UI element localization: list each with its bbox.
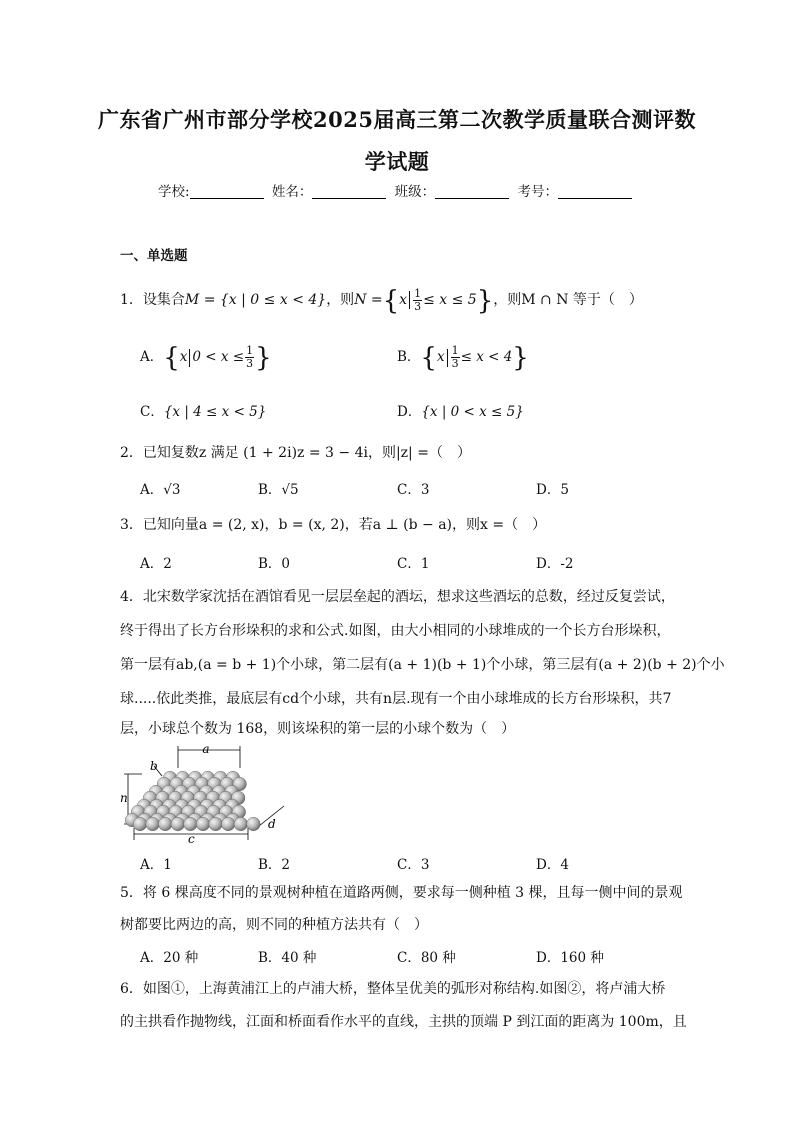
class-label: 班级： [394,184,436,200]
school-label: 学校: [158,184,190,200]
q4-option-d[interactable]: D．4 [536,857,569,873]
ball-stack-figure [120,744,295,844]
q1-option-d[interactable]: D．{x | 0 < x ≤ 5} [397,404,524,420]
question-4-line-2: 终于得出了长方台形垛积的求和公式.如图，由大小相同的小球堆成的一个长方台形垛积， [120,623,671,639]
q3-option-a[interactable]: A．2 [140,556,172,572]
q5-option-c[interactable]: C．80 种 [397,950,456,966]
q4-option-c[interactable]: C．3 [397,857,430,873]
figure-label-c: c [188,832,195,844]
q1-lead: 1．设集合 [120,292,185,308]
class-field[interactable] [435,186,509,199]
question-4-line-3: 第一层有ab,(a = b + 1)个小球，第二层有(a + 1)(b + 1)个小球，第三层有(a + 2)(b + 2)个小 [120,657,725,673]
q4-option-b[interactable]: B．2 [258,857,291,873]
q4-option-a[interactable]: A．1 [140,857,172,873]
figure-label-a: a [202,744,210,756]
question-6-line-2: 的主拱看作抛物线，江面和桥面看作水平的直线，主拱的顶端 P 到江面的距离为 100m，且 [120,1014,687,1030]
stack-ball [196,817,210,831]
q1-option-a[interactable]: A．{x 0 < x ≤ $\frac{1}{3}$ } [140,343,272,373]
figure-label-b: b [150,759,158,773]
section-heading: 一、单选题 [120,248,188,264]
question-1: 1．设集合M = {x | 0 ≤ x < 4}，则N ={x $\frac{1}{3}$ ≤ x ≤ 5}，则M ∩ N 等于（ ） [120,286,643,316]
question-4-line-5: 层，小球总个数为 168，则该垛积的第一层的小球个数为（ ） [120,721,516,737]
question-5-line-1: 5．将 6 棵高度不同的景观树种植在道路两侧，要求每一侧种植 3 棵，且每一侧中间的景观 [120,885,683,901]
id-label: 考号： [517,184,558,200]
question-4-line-1: 4．北宋数学家沈括在酒馆看见一层层垒起的酒坛，想求这些酒坛的总数，经过反复尝试， [120,589,675,605]
id-field[interactable] [558,186,632,199]
question-2: 2．已知复数z 满足 (1 + 2i)z = 3 − 4i，则|z| =（ ） [120,445,471,461]
stack-ball [184,817,198,831]
q1-mid: ，则 [326,292,355,308]
stack-ball [158,817,172,831]
q1-N-fraction: $\frac{1}{3}$ [414,286,422,313]
question-6-line-1: 6．如图①，上海黄浦江上的卢浦大桥，整体呈优美的弧形对称结构.如图②，将卢浦大桥 [120,981,666,997]
question-5-line-2: 树都要比两边的高，则不同的种植方法共有（ ） [120,917,428,933]
figure-label-d: d [268,817,276,831]
stack-ball [133,817,147,831]
exam-title-line1: 广东省广州市部分学校2025届高三第二次教学质量联合测评数 [98,107,696,132]
exam-title-line2: 学试题 [364,149,430,174]
q1-option-b[interactable]: B．{x $\frac{1}{3}$ ≤ x < 4} [397,343,529,373]
q3-option-d[interactable]: D．-2 [536,556,574,572]
name-label: 姓名： [271,184,313,200]
q1-set-N-label: N = [354,292,383,308]
stack-ball [209,817,223,831]
q1-option-c[interactable]: C．{x | 4 ≤ x < 5} [140,404,267,420]
stack-ball [247,817,261,831]
stack-ball [171,817,185,831]
name-field[interactable] [312,186,386,199]
q2-option-c[interactable]: C．3 [397,482,430,498]
q2-option-b[interactable]: B．√5 [258,482,299,498]
question-3: 3．已知向量a = (2, x)，b = (x, 2)，若a ⊥ (b − a)，则x =（ ） [120,517,547,533]
student-info-row [0,180,794,200]
stack-ball [221,817,235,831]
figure-label-n: n [120,791,128,805]
q1-set-M: M = {x | 0 ≤ x < 4} [184,292,327,308]
q3-option-b[interactable]: B．0 [258,556,291,572]
q1-tail: ，则M ∩ N 等于（ ） [493,292,643,308]
q5-option-d[interactable]: D．160 种 [536,950,604,966]
q2-option-d[interactable]: D．5 [536,482,569,498]
q3-option-c[interactable]: C．1 [397,556,430,572]
q5-option-b[interactable]: B．40 种 [258,950,317,966]
q2-option-a[interactable]: A．√3 [140,482,181,498]
stack-ball [146,817,160,831]
q5-option-a[interactable]: A．20 种 [140,950,199,966]
question-4-line-4: 球.....依此类推，最底层有cd个小球，共有n层.现有一个由小球堆成的长方台形垛积，共7 [120,691,672,707]
school-field[interactable] [190,186,264,199]
stack-ball [234,817,248,831]
ball-rows [125,771,260,831]
